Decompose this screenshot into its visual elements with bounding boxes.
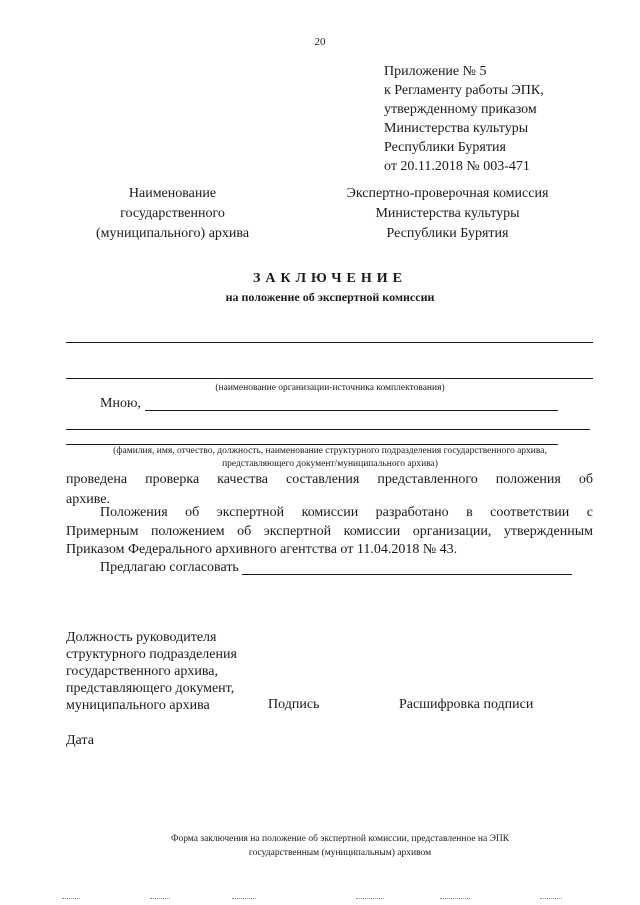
reviewer-fill-line bbox=[66, 429, 590, 430]
archive-name-line: (муниципального) архива bbox=[95, 226, 250, 241]
archive-name-block bbox=[60, 184, 285, 244]
footer-line: Форма заключения на положение об экспертной комиссии, представленное на ЭПК bbox=[170, 834, 510, 844]
document-subtitle: на положение об экспертной комиссии bbox=[225, 290, 435, 304]
footer-note bbox=[0, 832, 640, 860]
paragraph-line: проведена проверка качества составления представленного положения об bbox=[66, 472, 593, 487]
signature-decoding-label: Расшифровка подписи bbox=[399, 697, 534, 712]
reviewer-caption: представляющего документ/муниципального архива) bbox=[222, 459, 438, 469]
paragraph-line: Приказом Федерального архивного агентства от 11.04.2018 № 43. bbox=[66, 542, 458, 557]
signature-label: Подпись bbox=[268, 697, 320, 712]
scan-artifact bbox=[232, 898, 256, 899]
reviewer-fill-line bbox=[145, 410, 558, 411]
position-line: Должность руководителя bbox=[66, 630, 217, 645]
archive-name-line: Наименование bbox=[128, 186, 217, 201]
position-line: структурного подразделения bbox=[66, 647, 237, 662]
scan-artifact bbox=[356, 898, 384, 899]
commission-name-line: Экспертно-проверочная комиссия bbox=[346, 186, 549, 201]
document-title: ЗАКЛЮЧЕНИЕ bbox=[252, 271, 408, 286]
appendix-line: Республики Бурятия bbox=[384, 140, 506, 155]
paragraph-line: Положения об экспертной комиссии разработано в соответствии с bbox=[100, 505, 593, 520]
commission-name-block bbox=[325, 184, 570, 244]
position-line: муниципального архива bbox=[66, 698, 210, 713]
archive-name-line: государственного bbox=[120, 206, 225, 221]
scan-artifact bbox=[62, 898, 80, 899]
position-line: государственного архива, bbox=[66, 664, 219, 679]
footer-line: государственным (муниципальным) архивом bbox=[248, 848, 432, 858]
position-block bbox=[66, 629, 237, 714]
commission-name-line: Министерства культуры bbox=[375, 206, 520, 221]
appendix-line: Министерства культуры bbox=[384, 121, 529, 136]
appendix-line: к Регламенту работы ЭПК, bbox=[384, 83, 544, 98]
position-line: представляющего документ, bbox=[66, 681, 235, 696]
reviewer-fill-line bbox=[66, 444, 558, 445]
commission-name-line: Республики Бурятия bbox=[386, 226, 509, 241]
date-label: Дата bbox=[66, 733, 94, 748]
proposal-label: Предлагаю согласовать bbox=[100, 560, 239, 575]
org-name-fill-line bbox=[66, 342, 593, 343]
org-name-caption: (наименование организации-источника комплектования) bbox=[215, 383, 445, 393]
appendix-block bbox=[384, 62, 544, 176]
appendix-line: Приложение № 5 bbox=[384, 64, 487, 79]
scan-artifact bbox=[440, 898, 470, 899]
appendix-line: от 20.11.2018 № 003-471 bbox=[384, 159, 530, 174]
paragraph-line: Примерным положением об экспертной комиссии организации, утвержденным bbox=[66, 524, 593, 539]
reviewer-caption: (фамилия, имя, отчество, должность, наименование структурного подразделения государственного архива, bbox=[113, 446, 547, 456]
page-number: 20 bbox=[314, 36, 326, 48]
paragraph-line: архиве. bbox=[66, 492, 110, 507]
org-name-fill-line bbox=[66, 378, 593, 379]
reviewer-label: Мною, bbox=[100, 396, 141, 411]
appendix-line: утвержденному приказом bbox=[384, 102, 537, 117]
scan-artifact bbox=[540, 898, 562, 899]
proposal-fill-line bbox=[242, 574, 572, 575]
scan-artifact bbox=[150, 898, 170, 899]
